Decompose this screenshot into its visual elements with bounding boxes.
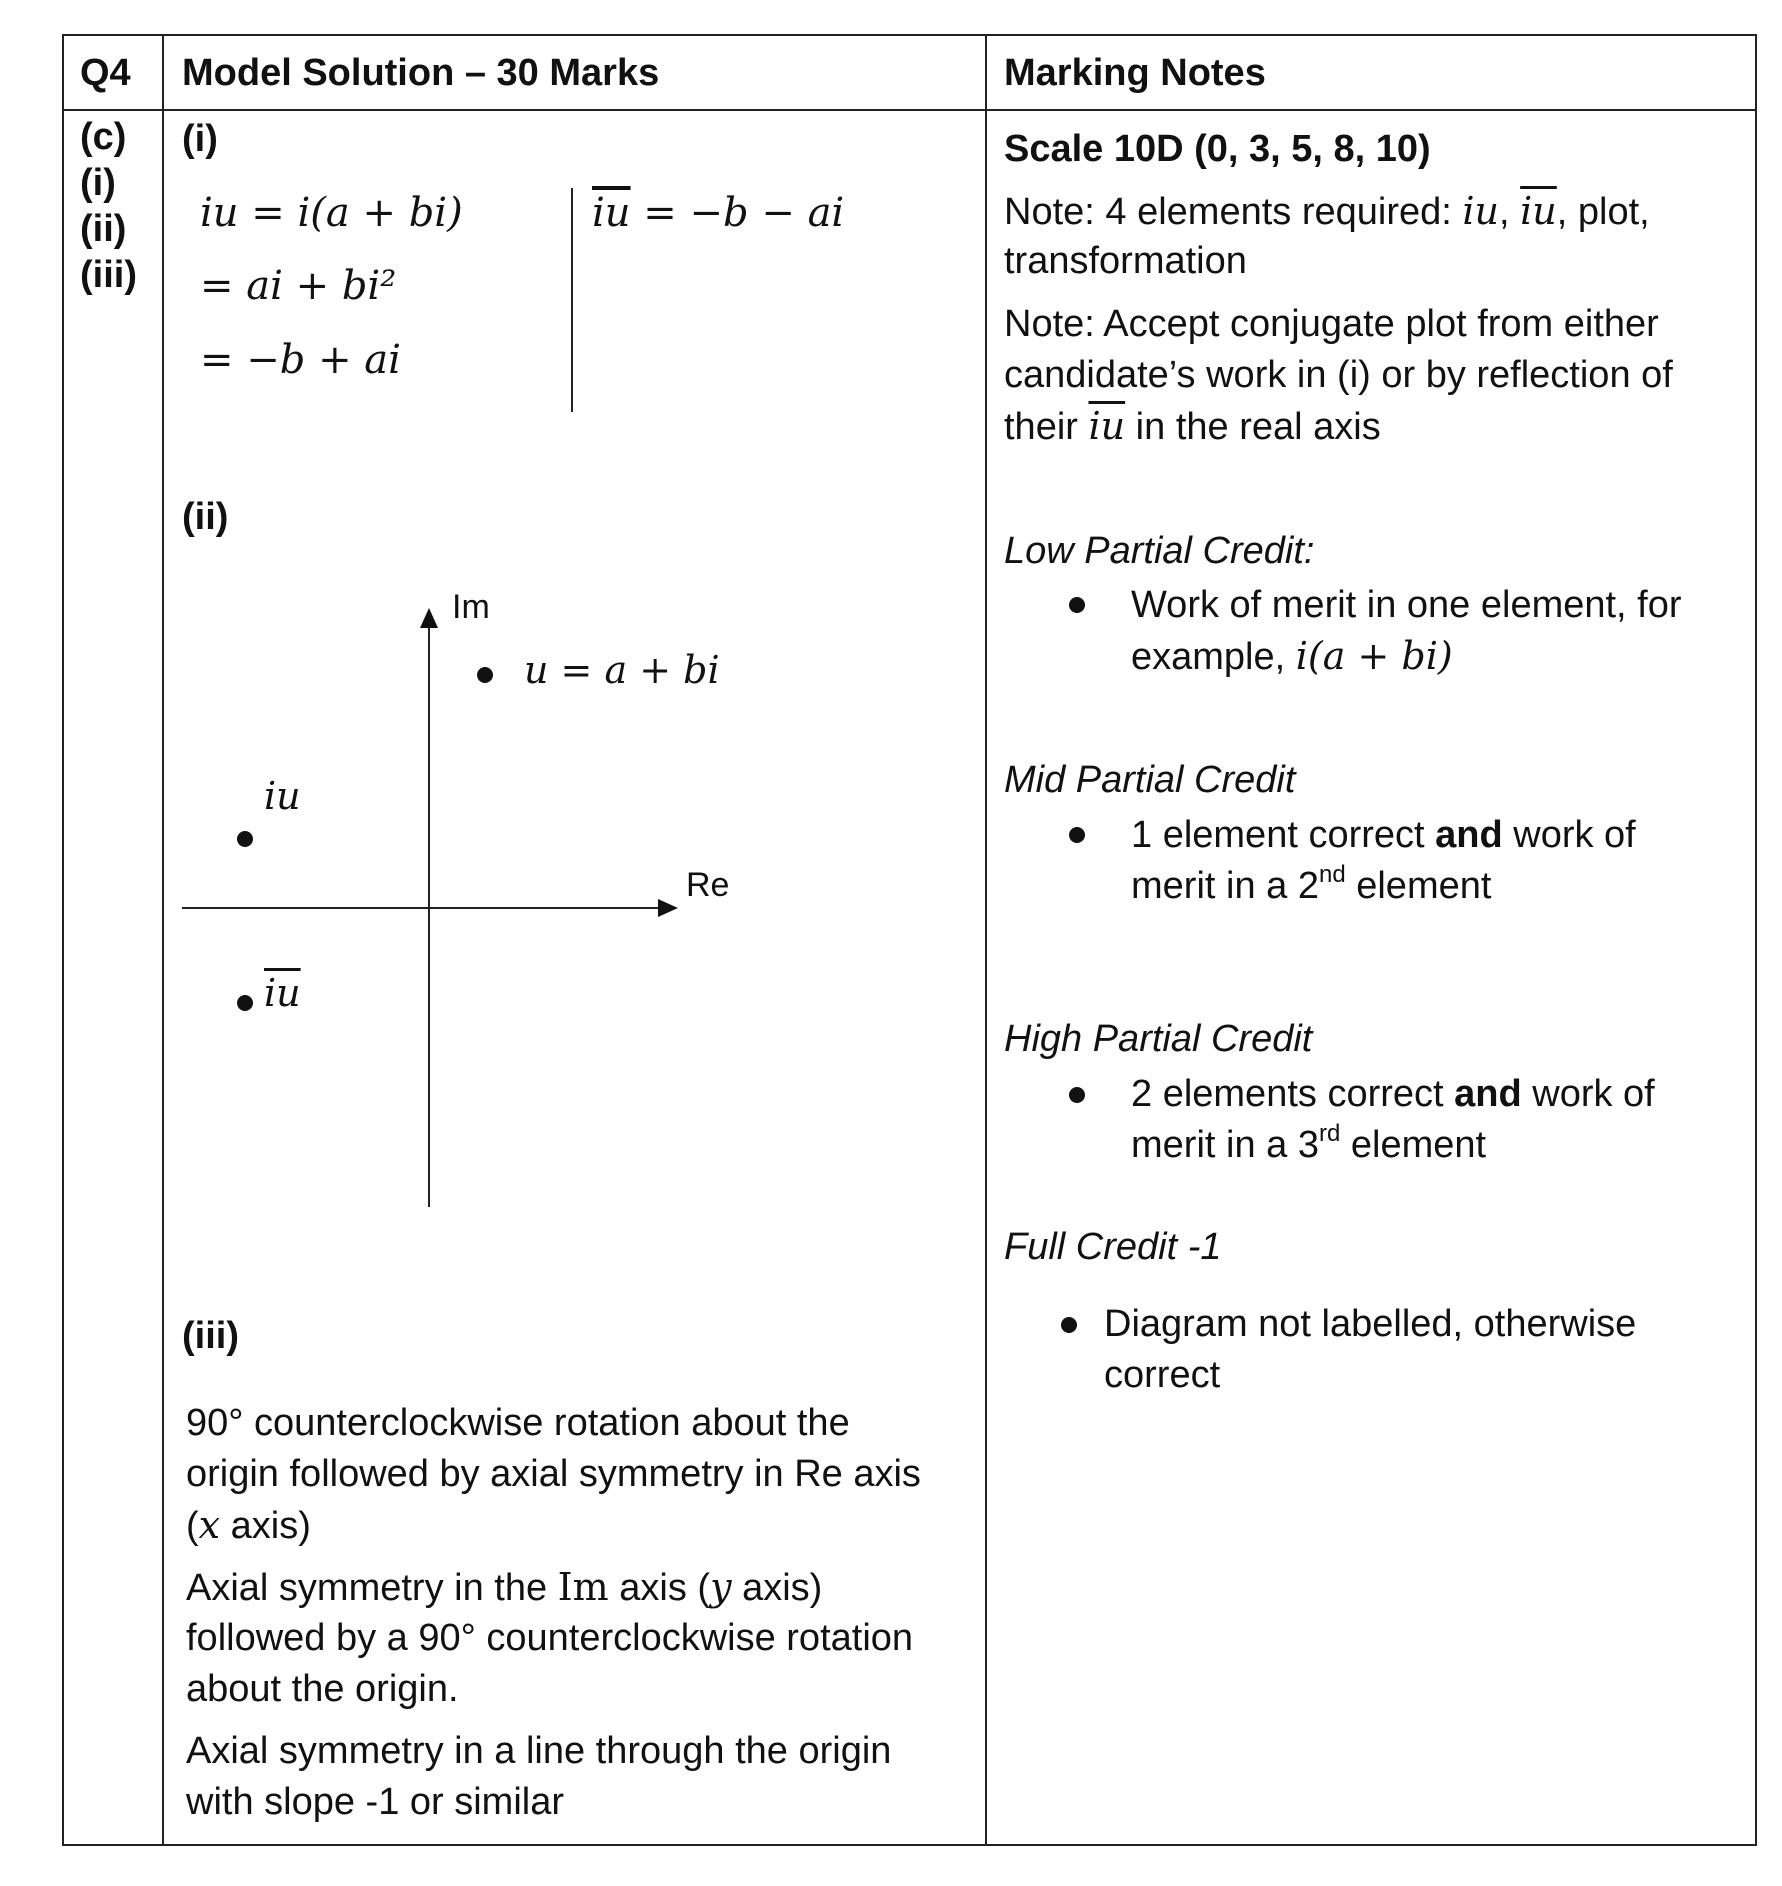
answer-1-line-3: [186, 1500, 311, 1551]
low-partial-line-2: [1131, 631, 1453, 682]
scale-heading: Scale 10D (0, 3, 5, 8, 10): [1004, 128, 1431, 170]
equation-line-1: iu = i(a + bi): [200, 190, 463, 236]
header-marking-notes: Marking Notes: [1004, 52, 1266, 94]
mid-partial-and: and: [1435, 814, 1503, 856]
note-2-conjugate: $\overline{iu}$: [1088, 404, 1126, 448]
table-border-top: [62, 34, 1757, 36]
equation-line-2: = ai + bi²: [200, 263, 397, 309]
note-2-line-1: Note: Accept conjugate plot from either: [1004, 303, 1659, 345]
re-axis-arrow: [658, 899, 678, 917]
point-u-label: u = a + bi: [524, 648, 720, 692]
part-label-iii: (iii): [80, 254, 137, 296]
equation-separator: [571, 188, 573, 412]
im-symbol: Im: [557, 1565, 609, 1609]
re-axis: [182, 907, 660, 909]
column-divider-1: [162, 34, 164, 1846]
low-partial-bullet: [1069, 597, 1085, 613]
full-credit-line-1: Diagram not labelled, otherwise: [1104, 1303, 1637, 1345]
answer-2-text-a: Axial symmetry in the: [186, 1567, 558, 1609]
part-label-ii: (ii): [80, 208, 127, 250]
im-axis-arrow: [420, 608, 438, 628]
note-1-text: Note: 4 elements required:: [1004, 191, 1463, 233]
note-2-text-b: in the real axis: [1125, 406, 1381, 448]
point-u: [477, 667, 493, 683]
part-ii-label: (ii): [182, 496, 229, 538]
im-axis: [428, 625, 430, 1207]
answer-3-line-2: with slope -1 or similar: [186, 1781, 564, 1823]
header-model-solution: Model Solution – 30 Marks: [182, 52, 660, 94]
high-partial-text-b: work of: [1521, 1073, 1655, 1115]
mid-partial-line-1: [1131, 810, 1636, 860]
mid-partial-bullet: [1069, 827, 1085, 843]
table-border-left: [62, 34, 64, 1846]
mid-partial-text-d: element: [1345, 865, 1492, 907]
x-symbol: x: [198, 1503, 221, 1547]
full-credit-line-2: correct: [1104, 1354, 1221, 1396]
part-label-i: (i): [80, 162, 116, 204]
header-question: Q4: [80, 52, 131, 94]
y-symbol: y: [710, 1565, 732, 1609]
answer-1-line-1: 90° counterclockwise rotation about the: [186, 1402, 850, 1444]
point-iu: [237, 831, 253, 847]
im-axis-label: Im: [452, 588, 490, 626]
high-partial-credit-heading: High Partial Credit: [1004, 1018, 1313, 1060]
conjugate-term: $\overline{iu}$: [592, 190, 631, 236]
mid-partial-text-b: work of: [1502, 814, 1636, 856]
high-partial-bullet: [1069, 1087, 1085, 1103]
point-conjugate-label: $\overline{iu}$: [264, 971, 301, 1015]
high-partial-line-2: [1131, 1120, 1486, 1170]
mid-partial-credit-heading: Mid Partial Credit: [1004, 759, 1296, 801]
re-axis-label: Re: [686, 866, 730, 904]
note-2-line-2: candidate’s work in (i) or by reflection of: [1004, 354, 1673, 396]
point-conjugate: [237, 995, 253, 1011]
mid-partial-sup: nd: [1318, 861, 1346, 888]
high-partial-text-a: 2 elements correct: [1131, 1073, 1455, 1115]
high-partial-sup: rd: [1318, 1120, 1341, 1147]
header-divider: [62, 109, 1757, 111]
low-partial-text: example,: [1131, 636, 1296, 678]
high-partial-and: and: [1454, 1073, 1522, 1115]
conjugate-equation: [592, 190, 844, 236]
low-partial-math: i(a + bi): [1295, 634, 1453, 678]
answer-1-paren-open: (: [186, 1505, 199, 1547]
note-2-text-a: their: [1004, 406, 1089, 448]
mid-partial-text-c: merit in a 2: [1131, 865, 1319, 907]
mid-partial-line-2: [1131, 861, 1491, 911]
table-border-bottom: [62, 1844, 1757, 1846]
answer-2-line-1: [186, 1562, 822, 1613]
mid-partial-text-a: 1 element correct: [1131, 814, 1436, 856]
low-partial-credit-heading: Low Partial Credit:: [1004, 530, 1315, 572]
note-1-conjugate: $\overline{iu}$: [1520, 189, 1557, 233]
column-divider-2: [985, 34, 987, 1846]
answer-2-text-c: axis): [731, 1567, 823, 1609]
note-2-line-3: [1004, 401, 1381, 452]
note-1-line-2: transformation: [1004, 240, 1247, 282]
full-credit-bullet: [1061, 1317, 1077, 1333]
note-1-comma: ,: [1499, 191, 1521, 233]
part-iii-label: (iii): [182, 1315, 239, 1357]
part-i-label: (i): [182, 118, 218, 160]
note-1-iu: iu: [1462, 189, 1499, 233]
answer-2-text-b: axis (: [608, 1567, 711, 1609]
conjugate-result: = −b − ai: [630, 190, 845, 236]
high-partial-text-c: merit in a 3: [1131, 1124, 1319, 1166]
table-border-right: [1755, 34, 1757, 1846]
note-1-line-1: [1004, 186, 1650, 237]
answer-1-line-2: origin followed by axial symmetry in Re axis: [186, 1453, 921, 1495]
point-iu-label: iu: [264, 774, 301, 818]
answer-1-axis: axis): [220, 1505, 311, 1547]
note-1-text-b: , plot,: [1556, 191, 1650, 233]
answer-3-line-1: Axial symmetry in a line through the origin: [186, 1730, 892, 1772]
high-partial-line-1: [1131, 1069, 1655, 1119]
equation-line-3: = −b + ai: [200, 337, 401, 383]
answer-2-line-3: about the origin.: [186, 1668, 459, 1710]
low-partial-line-1: Work of merit in one element, for: [1131, 584, 1682, 626]
full-credit-heading: Full Credit -1: [1004, 1226, 1222, 1268]
answer-2-line-2: followed by a 90° counterclockwise rotation: [186, 1617, 914, 1659]
high-partial-text-d: element: [1340, 1124, 1487, 1166]
part-label-c: (c): [80, 116, 127, 158]
